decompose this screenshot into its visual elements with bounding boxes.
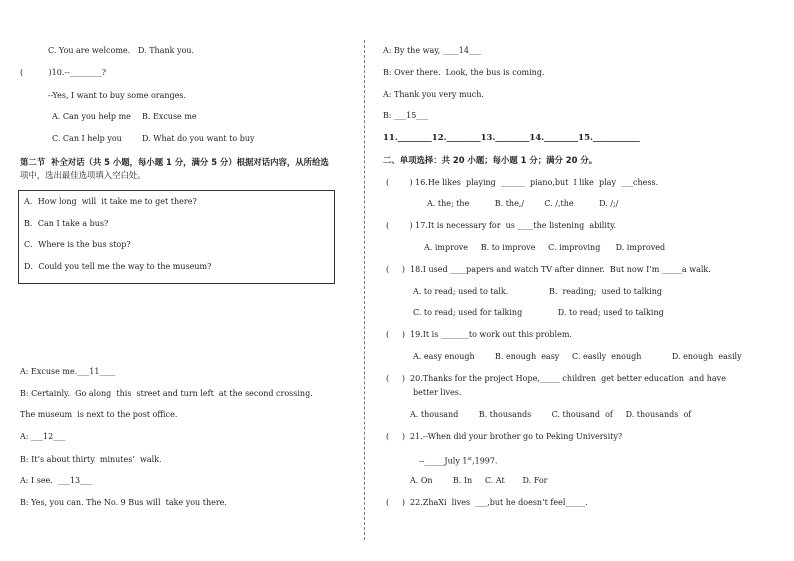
q10-reply: --Yes, I want to buy some oranges. — [48, 91, 187, 100]
q9-option-d: D. Thank you. — [138, 46, 195, 55]
q18-options-1: A. to read; used to talk. B. reading; used to talking — [413, 287, 662, 296]
dialogue-line: A: I see. ___13___ — [20, 476, 93, 485]
dialogue-line: B: Over there. Look, the bus is coming. — [383, 68, 545, 77]
section2-heading: 第二节 补全对话（共 5 小题，每小题 1 分，满分 5 分）根据对话内容，从所给选 — [20, 157, 329, 167]
dialogue-line: A: Excuse me.___11____ — [20, 367, 116, 376]
q19-options: A. easy enough B. enough easy C. easily enough D. enough easily — [413, 352, 742, 361]
q17-stem: ( ) 17.It is necessary for us ____the listening ability. — [386, 221, 617, 230]
dialogue-line: A: Thank you very much. — [383, 90, 484, 99]
box-option-c: C．Where is the bus stop? — [24, 240, 131, 249]
q18-stem: ( ) 18.I used ____papers and watch TV after dinner. But now I’m _____a walk. — [386, 265, 711, 274]
q10-option-c: C. Can I help you — [52, 134, 122, 143]
dialogue-line: A: By the way, ____14___ — [383, 46, 481, 55]
q9-option-c: C. You are welcome. — [48, 46, 131, 55]
q10-option-d: D. What do you want to buy — [142, 134, 255, 143]
q21-reply: --_____July 1st,1997. — [419, 456, 498, 466]
dialogue-line: B: Yes, you can. The No. 9 Bus will take you there. — [20, 498, 227, 507]
q16-options: A. the; the B. the,/ C. /,the D. /;/ — [427, 199, 619, 208]
q18-options-2: C. to read; used for talking D. to read; used to talking — [413, 308, 664, 317]
q16-stem: ( ) 16.He likes playing ______ piano,but I like play ___chess. — [386, 178, 659, 187]
box-option-d: D．Could you tell me the way to the museum? — [24, 262, 212, 271]
q22-stem: ( ) 22.ZhaXi lives ___,but he doesn’t feel_____. — [386, 498, 588, 507]
q10-option-b: B. Excuse me — [142, 112, 197, 121]
dialogue-line: B: It’s about thirty minutes’ walk. — [20, 455, 162, 464]
dialogue-line: B: ___15___ — [383, 111, 429, 120]
dialogue-line: The museum is next to the post office. — [20, 410, 178, 419]
box-option-b: B．Can I take a bus? — [24, 219, 109, 228]
dialogue-line: A: ___12___ — [20, 432, 66, 441]
q10-stem: ( )10.--________? — [20, 68, 107, 77]
q17-options: A. improve B. to improve C. improving D. improved — [424, 243, 666, 252]
q20-options: A. thousand B. thousands C. thousand of D. thousands of — [410, 410, 692, 419]
q20-stem-cont: better lives. — [413, 388, 462, 397]
answer-blanks-line: 11.________12.________13.________14.________15.___________ — [383, 133, 640, 143]
q20-stem: ( ) 20.Thanks for the project Hope,_____ children get better education and have — [386, 374, 726, 383]
box-option-a: A．How long will it take me to get there? — [24, 197, 197, 206]
dialogue-line: B: Certainly. Go along this street and turn left at the second crossing. — [20, 389, 313, 398]
section-single-choice-heading: 二、单项选择：共 20 小题；每小题 1 分；满分 20 分。 — [383, 155, 598, 165]
q21-options: A. On B. In C. At D. For — [410, 476, 548, 485]
column-divider — [364, 40, 365, 540]
q10-option-a: A. Can you help me — [52, 112, 131, 121]
q19-stem: ( ) 19.It is _______to work out this problem. — [386, 330, 572, 339]
q21-stem: ( ) 21.--When did your brother go to Peking University? — [386, 432, 623, 441]
section2-heading-cont: 项中，选出最佳选项填入空白处。 — [20, 170, 146, 180]
